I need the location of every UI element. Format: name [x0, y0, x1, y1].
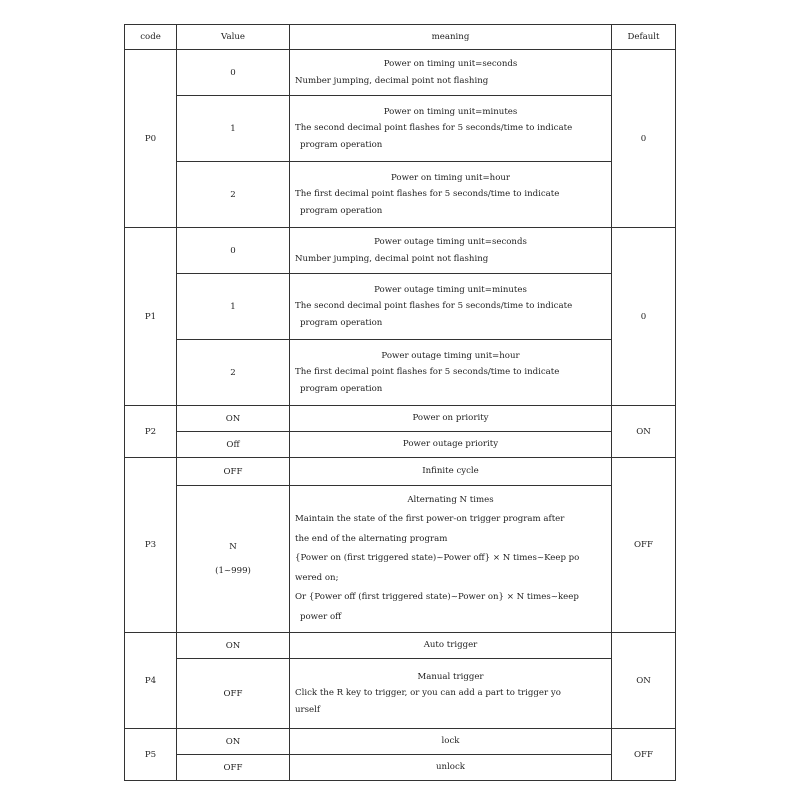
- meaning-line: {Power on (first triggered state)~Power off} × N times~Keep po: [295, 553, 580, 564]
- meaning-title: Power outage timing unit=minutes: [374, 284, 527, 295]
- meaning-line: wered on;: [295, 572, 339, 583]
- value-text: 0: [230, 245, 236, 256]
- meaning-cell: [290, 659, 612, 729]
- meaning-cell: [290, 755, 612, 781]
- value-text: 1: [230, 123, 236, 134]
- meaning-cell: [290, 729, 612, 755]
- header-code: code: [125, 25, 177, 50]
- default-cell: OFF: [612, 458, 676, 633]
- value-cell: [177, 755, 290, 781]
- value-cell: [177, 340, 290, 406]
- value-text: 2: [230, 189, 236, 200]
- meaning-title: Power on timing unit=seconds: [383, 59, 518, 69]
- meaning-cell: [290, 50, 612, 96]
- meaning-line: Number jumping, decimal point not flashing: [295, 75, 489, 86]
- value-text: 0: [230, 67, 236, 78]
- table-row: [125, 96, 676, 162]
- meaning-line: The second decimal point flashes for 5 seconds/time to indicate: [295, 123, 573, 134]
- meaning-line: power off: [300, 611, 342, 622]
- parameter-table: [124, 24, 676, 781]
- default-cell: OFF: [612, 729, 676, 781]
- value-cell: [177, 228, 290, 274]
- meaning-cell: [290, 96, 612, 162]
- value-cell: [177, 659, 290, 729]
- meaning-line: Number jumping, decimal point not flashing: [295, 253, 489, 264]
- value-text: ON: [225, 640, 241, 651]
- meaning-cell: [290, 406, 612, 432]
- table-row: [125, 162, 676, 228]
- value-text: 2: [230, 367, 236, 378]
- meaning-cell: [290, 274, 612, 340]
- code-cell: P4: [125, 633, 177, 729]
- table-row: [125, 50, 676, 96]
- header-default: Default: [612, 25, 676, 50]
- value-cell: [177, 458, 290, 486]
- value-cell: [177, 729, 290, 755]
- value-cell: [177, 162, 290, 228]
- code-cell: P3: [125, 458, 177, 633]
- value-text: Off: [226, 439, 240, 450]
- value-cell: [177, 96, 290, 162]
- table-row: [125, 755, 676, 781]
- code-cell: P0: [125, 50, 177, 228]
- meaning-line: The first decimal point flashes for 5 seconds/time to indicate: [295, 367, 560, 378]
- value-text: N: [229, 542, 237, 552]
- meaning-line: program operation: [300, 205, 383, 216]
- meaning-cell: [290, 486, 612, 633]
- value-cell: [177, 274, 290, 340]
- meaning-title: Infinite cycle: [422, 466, 479, 477]
- meaning-title: Power outage priority: [402, 439, 499, 450]
- table-row: [125, 729, 676, 755]
- table-row: [125, 458, 676, 486]
- default-cell: ON: [612, 633, 676, 729]
- header-row: [125, 25, 676, 50]
- code-cell: P2: [125, 406, 177, 458]
- meaning-cell: [290, 633, 612, 659]
- table-body: [125, 50, 676, 781]
- meaning-line: Or {Power off (first triggered state)~Power on} × N times~keep: [295, 592, 579, 603]
- meaning-line: The first decimal point flashes for 5 seconds/time to indicate: [295, 189, 560, 200]
- value-cell: [177, 633, 290, 659]
- table-row: [125, 340, 676, 406]
- meaning-cell: [290, 340, 612, 406]
- table-row: [125, 633, 676, 659]
- meaning-cell: [290, 458, 612, 486]
- meaning-line: Maintain the state of the first power-on trigger program after: [295, 514, 565, 525]
- value-text: OFF: [223, 762, 243, 773]
- default-cell: 0: [612, 50, 676, 228]
- code-cell: P1: [125, 228, 177, 406]
- table-row: [125, 432, 676, 458]
- meaning-line: program operation: [300, 317, 383, 328]
- meaning-line: The second decimal point flashes for 5 seconds/time to indicate: [295, 301, 573, 312]
- value-text: OFF: [223, 466, 243, 477]
- meaning-title: Power on timing unit=hour: [390, 172, 511, 183]
- meaning-cell: [290, 162, 612, 228]
- meaning-title: Power on timing unit=minutes: [383, 106, 518, 117]
- value-text: ON: [225, 413, 241, 424]
- header-meaning: meaning: [290, 25, 612, 50]
- meaning-cell: [290, 432, 612, 458]
- meaning-cell: [290, 228, 612, 274]
- value-cell: [177, 486, 290, 633]
- table-row: [125, 659, 676, 729]
- table-row: [125, 274, 676, 340]
- table-row: [125, 406, 676, 432]
- meaning-title: Power outage timing unit=seconds: [374, 237, 527, 247]
- default-cell: 0: [612, 228, 676, 406]
- value-cell: [177, 406, 290, 432]
- meaning-line: the end of the alternating program: [295, 533, 448, 544]
- value-text: OFF: [223, 688, 243, 699]
- default-cell: ON: [612, 406, 676, 458]
- table-row: [125, 228, 676, 274]
- meaning-line: urself: [295, 704, 321, 715]
- code-cell: P5: [125, 729, 177, 781]
- meaning-line: program operation: [300, 139, 383, 150]
- table-row: [125, 486, 676, 633]
- header-value: Value: [177, 25, 290, 50]
- meaning-title: unlock: [435, 762, 465, 773]
- value-cell: [177, 50, 290, 96]
- meaning-title: Auto trigger: [423, 640, 478, 651]
- meaning-title: Power on priority: [412, 413, 489, 424]
- value-text: 1: [230, 301, 236, 312]
- meaning-title: Power outage timing unit=hour: [381, 350, 520, 361]
- meaning-title: Alternating N times: [407, 494, 494, 505]
- value-text: (1~999): [215, 566, 251, 576]
- value-text: ON: [225, 736, 241, 747]
- meaning-title: lock: [441, 736, 460, 747]
- meaning-line: program operation: [300, 383, 383, 394]
- meaning-line: Click the R key to trigger, or you can add a part to trigger yo: [295, 688, 561, 699]
- value-cell: [177, 432, 290, 458]
- meaning-title: Manual trigger: [417, 671, 484, 682]
